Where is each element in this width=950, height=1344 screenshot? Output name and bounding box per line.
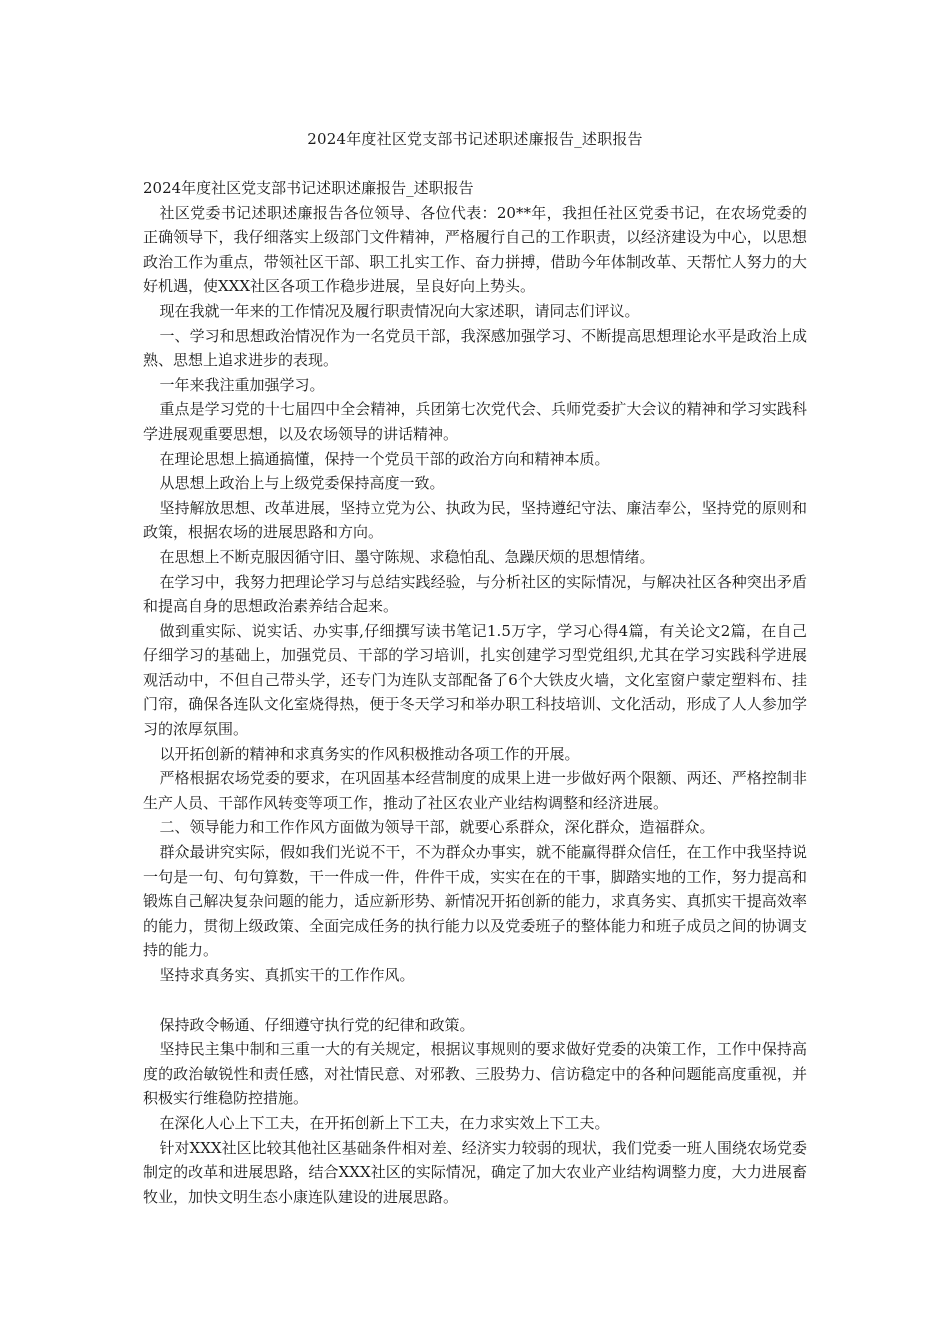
- paragraph: 针对XXX社区比较其他社区基础条件相对差、经济实力较弱的现状，我们党委一班人围绕农场党委制定的改革和进展思路，结合XXX社区的实际情况，确定了加大农业产业结构调整力度，大力进展畜牧业，加快文明生态小康连队建设的进展思路。: [143, 1138, 807, 1206]
- paragraph: 社区党委书记述职述廉报告各位领导、各位代表：20**年，我担任社区党委书记，在农场党委的正确领导下，我仔细落实上级部门文件精神，严格履行自己的工作职责，以经济建设为中心，以思想政治工作为重点，带领社区干部、职工扎实工作、奋力拼搏，借助今年体制改革、天帮忙人努力的大好机遇，使XXX社区各项工作稳步进展，呈良好向上势头。: [143, 203, 807, 296]
- paragraph: 重点是学习党的十七届四中全会精神，兵团第七次党代会、兵师党委扩大会议的精神和学习实践科学进展观重要思想，以及农场领导的讲话精神。: [143, 400, 807, 443]
- document-title: 2024年度社区党支部书记述职述廉报告_述职报告: [307, 130, 643, 148]
- paragraph: 严格根据农场党委的要求，在巩固基本经营制度的成果上进一步做好两个限额、两还、严格控制非生产人员、干部作风转变等项工作，推动了社区农业产业结构调整和经济进展。: [143, 769, 807, 812]
- paragraph: 现在我就一年来的工作情况及履行职责情况向大家述职，请同志们评议。: [159, 301, 640, 320]
- paragraph: 在理论思想上搞通搞懂，保持一个党员干部的政治方向和精神本质。: [159, 449, 610, 468]
- paragraph: 在学习中，我努力把理论学习与总结实践经验，与分析社区的实际情况，与解决社区各种突出矛盾和提高自身的思想政治素养结合起来。: [143, 572, 807, 616]
- paragraph: 在深化人心上下工夫，在开拓创新上下工夫，在力求实效上下工夫。: [159, 1113, 610, 1132]
- document-subtitle: 2024年度社区党支部书记述职述廉报告_述职报告: [143, 179, 474, 197]
- document-body: [143, 176, 807, 1209]
- paragraph: 坚持求真务实、真抓实干的工作作风。: [159, 966, 415, 984]
- paragraph: 群众最讲究实际，假如我们光说不干，不为群众办事实，就不能赢得群众信任，在工作中我坚持说一句是一句、句句算数，干一件成一件，件件干成，实实在在的干事，脚踏实地的工作，努力提高和锻炼自己解决复杂问题的能力，适应新形势、新情况开拓创新的能力，求真务实、真抓实干提高效率的能力，贯彻上级政策、全面完成任务的执行能力以及党委班子的整体能力和班子成员之间的协调支持的能力。: [143, 843, 807, 960]
- paragraph: 二、领导能力和工作作风方面做为领导干部，就要心系群众，深化群众，造福群众。: [159, 818, 715, 837]
- paragraph: 做到重实际、说实话、办实事,仔细撰写读书笔记1.5万字，学习心得4篇，有关论文2篇，在自己仔细学习的基础上，加强党员、干部的学习培训，扎实创建学习型党组织,尤其在学习实践科学进展观活动中，不但自己带头学，还专门为连队支部配备了6个大铁皮火墙，文化室窗户蒙定塑料布、挂门帘，确保各连队文化室烧得热，便于冬天学习和举办职工科技培训、文化活动，形成了人人参加学习的浓厚氛围。: [143, 621, 807, 739]
- paragraph: 一、学习和思想政治情况作为一名党员干部，我深感加强学习、不断提高思想理论水平是政治上成熟、思想上追求进步的表现。: [143, 326, 807, 370]
- paragraph: 坚持民主集中制和三重一大的有关规定，根据议事规则的要求做好党委的决策工作，工作中保持高度的政治敏锐性和责任感，对社情民意、对邪教、三股势力、信访稳定中的各种问题能高度重视，并积极实行维稳防控措施。: [143, 1040, 807, 1108]
- paragraph: 坚持解放思想、改革进展，坚持立党为公、执政为民，坚持遵纪守法、廉洁奉公，坚持党的原则和政策，根据农场的进展思路和方向。: [143, 498, 807, 542]
- paragraph: 保持政令畅通、仔细遵守执行党的纪律和政策。: [159, 1015, 475, 1034]
- paragraph: 从思想上政治上与上级党委保持高度一致。: [159, 474, 445, 493]
- paragraph: 一年来我注重加强学习。: [159, 375, 325, 394]
- paragraph: 在思想上不断克服因循守旧、墨守陈规、求稳怕乱、急躁厌烦的思想情绪。: [159, 547, 655, 566]
- paragraph-gap: [143, 988, 807, 1013]
- paragraph: 以开拓创新的精神和求真务实的作风积极推动各项工作的开展。: [159, 744, 580, 763]
